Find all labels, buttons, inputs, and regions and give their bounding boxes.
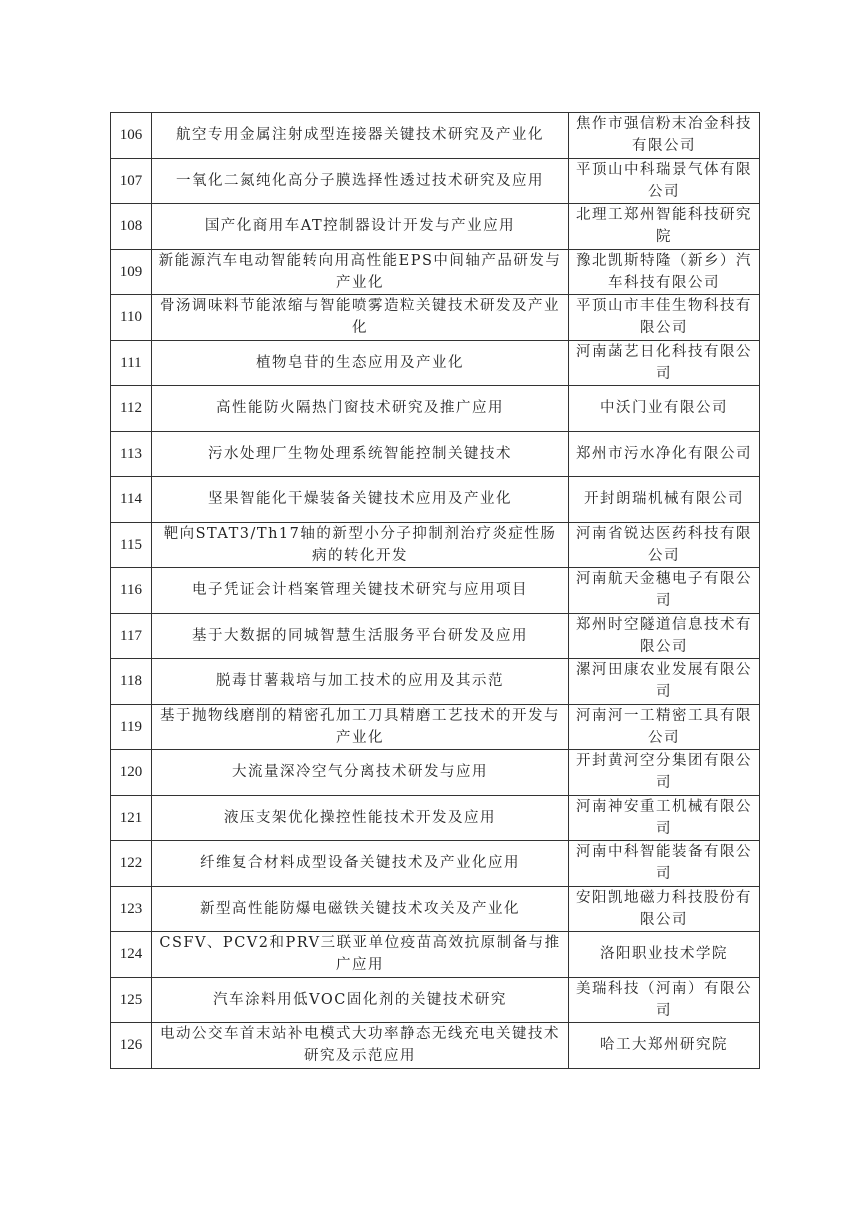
row-number: 111 xyxy=(111,340,152,386)
row-number: 106 xyxy=(111,113,152,159)
row-number: 112 xyxy=(111,386,152,432)
table-row xyxy=(111,522,760,568)
project-name: 大流量深冷空气分离技术研发与应用 xyxy=(152,750,569,796)
row-number: 107 xyxy=(111,158,152,204)
project-name: 污水处理厂生物处理系统智能控制关键技术 xyxy=(152,431,569,477)
project-name: 新型高性能防爆电磁铁关键技术攻关及产业化 xyxy=(152,886,569,932)
project-name: 坚果智能化干燥装备关键技术应用及产业化 xyxy=(152,477,569,523)
table-row xyxy=(111,158,760,204)
organization-name: 河南神安重工机械有限公司 xyxy=(569,795,760,841)
project-name: 靶向STAT3/Th17轴的新型小分子抑制剂治疗炎症性肠病的转化开发 xyxy=(152,522,569,568)
project-name: 纤维复合材料成型设备关键技术及产业化应用 xyxy=(152,841,569,887)
project-name: 电动公交车首末站补电模式大功率静态无线充电关键技术研究及示范应用 xyxy=(152,1023,569,1069)
row-number: 115 xyxy=(111,522,152,568)
table-row xyxy=(111,795,760,841)
row-number: 113 xyxy=(111,431,152,477)
organization-name: 北理工郑州智能科技研究院 xyxy=(569,204,760,250)
table-row xyxy=(111,750,760,796)
row-number: 110 xyxy=(111,295,152,341)
project-name: 国产化商用车AT控制器设计开发与产业应用 xyxy=(152,204,569,250)
table-row xyxy=(111,704,760,750)
organization-name: 漯河田康农业发展有限公司 xyxy=(569,659,760,705)
table-row xyxy=(111,249,760,295)
row-number: 117 xyxy=(111,613,152,659)
table-row xyxy=(111,977,760,1023)
organization-name: 开封黄河空分集团有限公司 xyxy=(569,750,760,796)
organization-name: 郑州市污水净化有限公司 xyxy=(569,431,760,477)
table-row xyxy=(111,886,760,932)
project-name: 基于大数据的同城智慧生活服务平台研发及应用 xyxy=(152,613,569,659)
organization-name: 河南河一工精密工具有限公司 xyxy=(569,704,760,750)
organization-name: 美瑞科技（河南）有限公司 xyxy=(569,977,760,1023)
organization-name: 平顶山中科瑞景气体有限公司 xyxy=(569,158,760,204)
row-number: 108 xyxy=(111,204,152,250)
table-row xyxy=(111,295,760,341)
organization-name: 洛阳职业技术学院 xyxy=(569,932,760,978)
row-number: 109 xyxy=(111,249,152,295)
project-table xyxy=(110,112,760,1069)
organization-name: 中沃门业有限公司 xyxy=(569,386,760,432)
row-number: 120 xyxy=(111,750,152,796)
row-number: 119 xyxy=(111,704,152,750)
organization-name: 河南中科智能装备有限公司 xyxy=(569,841,760,887)
row-number: 122 xyxy=(111,841,152,887)
project-name: 航空专用金属注射成型连接器关键技术研究及产业化 xyxy=(152,113,569,159)
project-name: 汽车涂料用低VOC固化剂的关键技术研究 xyxy=(152,977,569,1023)
project-name: 植物皂苷的生态应用及产业化 xyxy=(152,340,569,386)
project-name: 脱毒甘薯栽培与加工技术的应用及其示范 xyxy=(152,659,569,705)
table-row xyxy=(111,431,760,477)
table-row xyxy=(111,932,760,978)
table-row xyxy=(111,340,760,386)
project-name: 基于抛物线磨削的精密孔加工刀具精磨工艺技术的开发与产业化 xyxy=(152,704,569,750)
table-row xyxy=(111,841,760,887)
organization-name: 安阳凯地磁力科技股份有限公司 xyxy=(569,886,760,932)
organization-name: 豫北凯斯特隆（新乡）汽车科技有限公司 xyxy=(569,249,760,295)
table-row xyxy=(111,113,760,159)
organization-name: 焦作市强信粉末冶金科技有限公司 xyxy=(569,113,760,159)
organization-name: 哈工大郑州研究院 xyxy=(569,1023,760,1069)
project-name: 电子凭证会计档案管理关键技术研究与应用项目 xyxy=(152,568,569,614)
project-name: CSFV、PCV2和PRV三联亚单位疫苗高效抗原制备与推广应用 xyxy=(152,932,569,978)
organization-name: 平顶山市丰佳生物科技有限公司 xyxy=(569,295,760,341)
row-number: 114 xyxy=(111,477,152,523)
organization-name: 河南航天金穗电子有限公司 xyxy=(569,568,760,614)
project-name: 高性能防火隔热门窗技术研究及推广应用 xyxy=(152,386,569,432)
organization-name: 开封朗瑞机械有限公司 xyxy=(569,477,760,523)
row-number: 121 xyxy=(111,795,152,841)
table-row xyxy=(111,659,760,705)
row-number: 126 xyxy=(111,1023,152,1069)
project-name: 一氧化二氮纯化高分子膜选择性透过技术研究及应用 xyxy=(152,158,569,204)
table-row xyxy=(111,204,760,250)
project-name: 液压支架优化操控性能技术开发及应用 xyxy=(152,795,569,841)
row-number: 125 xyxy=(111,977,152,1023)
row-number: 118 xyxy=(111,659,152,705)
table-row xyxy=(111,1023,760,1069)
organization-name: 河南菡艺日化科技有限公司 xyxy=(569,340,760,386)
table-row xyxy=(111,477,760,523)
organization-name: 河南省锐达医药科技有限公司 xyxy=(569,522,760,568)
table-row xyxy=(111,613,760,659)
project-name: 新能源汽车电动智能转向用高性能EPS中间轴产品研发与产业化 xyxy=(152,249,569,295)
project-name: 骨汤调味料节能浓缩与智能喷雾造粒关键技术研发及产业化 xyxy=(152,295,569,341)
organization-name: 郑州时空隧道信息技术有限公司 xyxy=(569,613,760,659)
row-number: 123 xyxy=(111,886,152,932)
table-row xyxy=(111,568,760,614)
row-number: 116 xyxy=(111,568,152,614)
table-row xyxy=(111,386,760,432)
row-number: 124 xyxy=(111,932,152,978)
project-table-body xyxy=(111,113,760,1069)
